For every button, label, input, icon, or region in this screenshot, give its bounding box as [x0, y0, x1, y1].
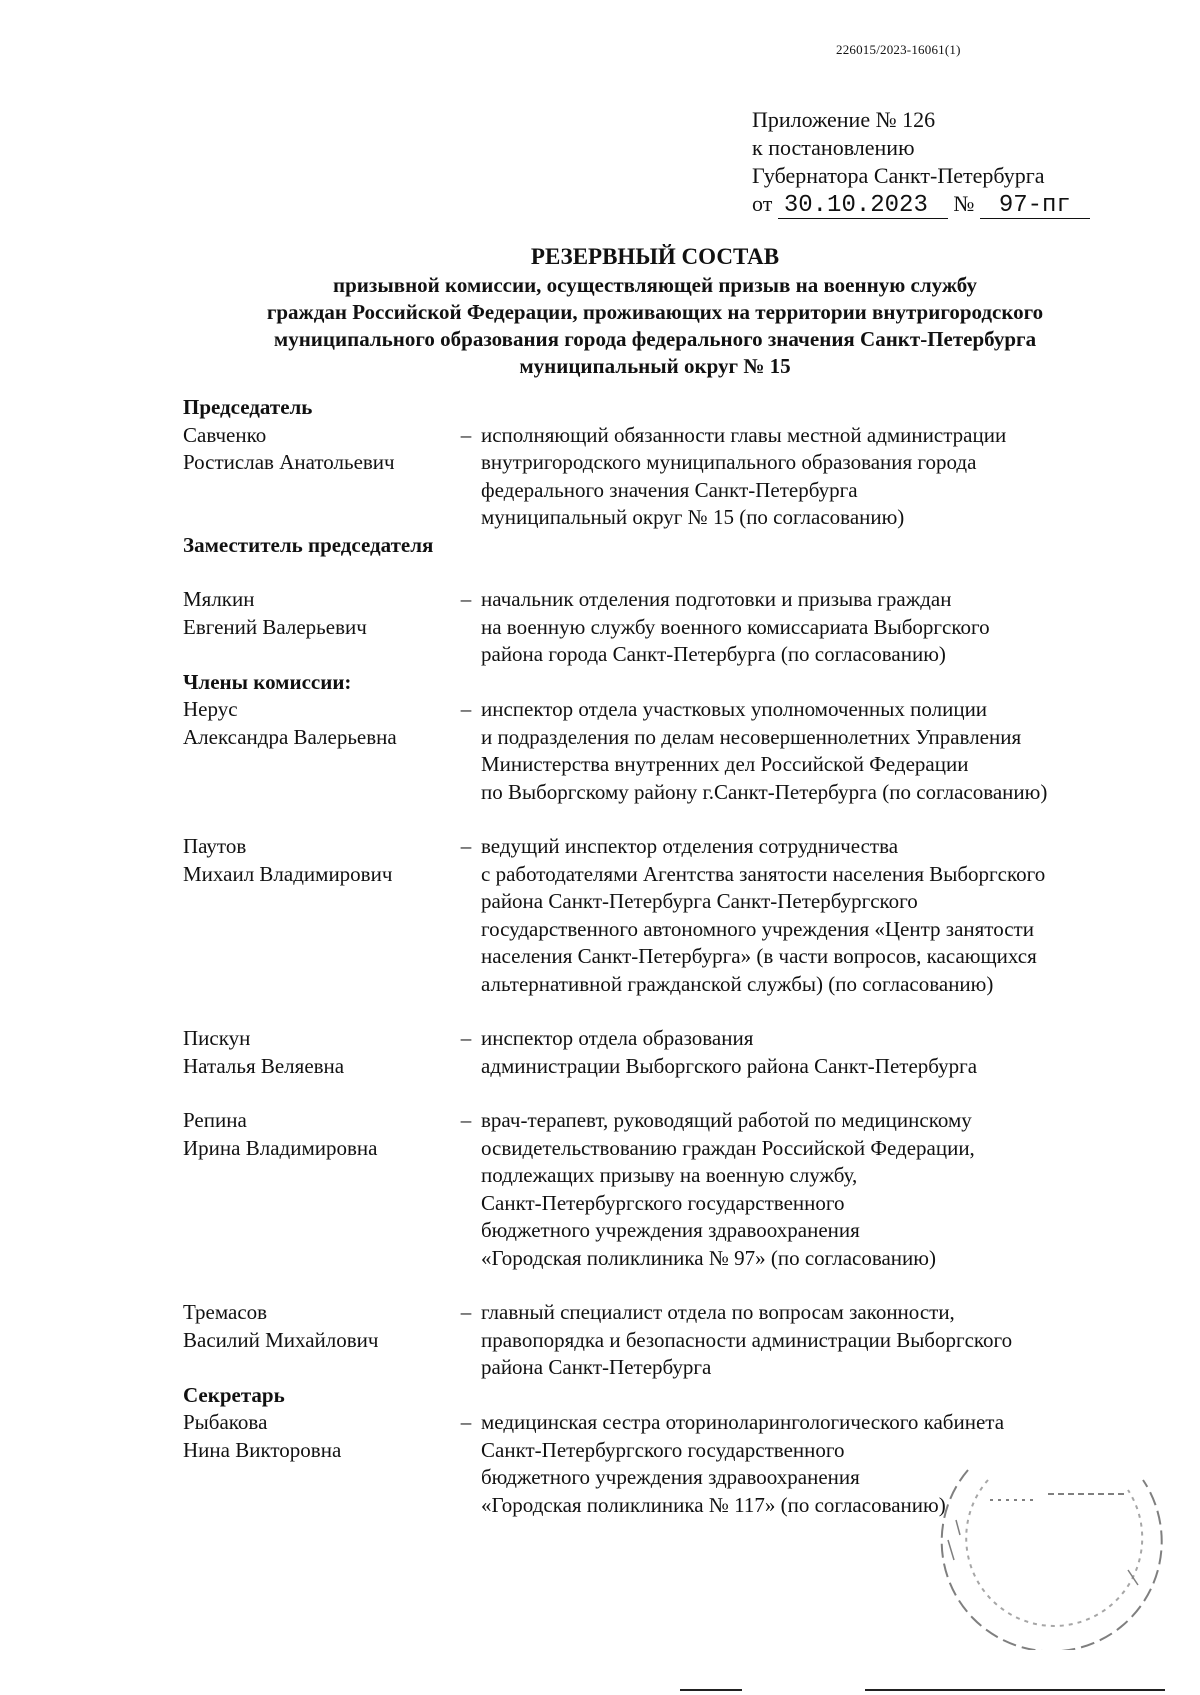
position-line: правопорядка и безопасности администрации Выборгского: [481, 1327, 1013, 1352]
member-given-names: Нина Викторовна: [183, 1437, 342, 1462]
section-heading-deputy: Заместитель председателя: [183, 532, 434, 557]
member-entry: [183, 696, 1163, 806]
member-entry: [183, 1107, 1163, 1272]
subtitle-line: граждан Российской Федерации, проживающих на территории внутригородского: [266, 300, 1044, 324]
member-entry: [183, 1025, 1163, 1080]
member-surname: Рыбакова: [183, 1410, 268, 1434]
resolution-date: 30.10.2023: [778, 194, 948, 219]
member-given-names: Александра Валерьевна: [183, 724, 397, 749]
dash: –: [460, 697, 472, 721]
position-line: администрации Выборгского района Санкт-Петербурга: [481, 1053, 978, 1078]
position-line: Санкт-Петербургского государственного: [481, 1437, 845, 1462]
position-line: бюджетного учреждения здравоохранения: [481, 1218, 860, 1242]
position-line: бюджетного учреждения здравоохранения: [481, 1465, 860, 1489]
member-given-names: Михаил Владимирович: [183, 861, 393, 886]
position-line: инспектор отдела образования: [481, 1026, 754, 1050]
dash: –: [460, 587, 472, 611]
position-line: главный специалист отдела по вопросам законности,: [481, 1300, 955, 1324]
position-line: по Выборгскому району г.Санкт-Петербурга (по согласованию): [481, 779, 1048, 804]
member-position: [481, 696, 1163, 806]
date-prefix: от: [752, 191, 773, 216]
position-line: Министерства внутренних дел Российской Федерации: [481, 752, 969, 776]
appendix-header: [752, 106, 1090, 219]
member-name: [183, 696, 451, 806]
position-line: инспектор отдела участковых уполномоченных полиции: [481, 697, 988, 721]
member-position: [481, 586, 1163, 669]
position-line: района города Санкт-Петербурга (по согласованию): [481, 642, 946, 666]
member-entry: [183, 1299, 1163, 1382]
position-line: освидетельствованию граждан Российской Федерации,: [481, 1135, 975, 1160]
subtitle-line: муниципальный округ № 15: [519, 354, 791, 378]
position-line: муниципальный округ № 15 (по согласованию): [481, 505, 905, 529]
position-line: и подразделения по делам несовершеннолетних Управления: [481, 724, 1022, 749]
member-name: [183, 1107, 451, 1272]
member-surname: Репина: [183, 1108, 247, 1132]
position-line: подлежащих призыву на военную службу,: [481, 1163, 858, 1187]
position-line: Санкт-Петербургского государственного: [481, 1190, 845, 1215]
member-surname: Мялкин: [183, 587, 255, 611]
member-surname: Тремасов: [183, 1300, 268, 1324]
subtitle-line: призывной комиссии, осуществляющей призыв на военную службу: [333, 273, 977, 297]
member-surname: Савченко: [183, 422, 267, 447]
member-entry: [183, 586, 1163, 669]
member-name: [183, 1299, 451, 1382]
member-surname: Нерус: [183, 697, 238, 721]
dash: –: [460, 834, 472, 858]
section-heading-chairman: Председатель: [183, 395, 313, 419]
commission-list: [183, 394, 1163, 1519]
resolution-number: 97-пг: [980, 194, 1090, 219]
dash: –: [460, 1300, 472, 1324]
member-name: [183, 586, 451, 669]
member-position: [481, 1025, 1163, 1080]
position-line: «Городская поликлиника № 117» (по согласованию): [481, 1492, 946, 1517]
section-heading-secretary: Секретарь: [183, 1382, 285, 1407]
member-surname: Паутов: [183, 834, 247, 858]
member-given-names: Ирина Владимировна: [183, 1135, 378, 1160]
page-edge-line: [865, 1689, 1165, 1691]
document-registration-number: 226015/2023-16061(1): [836, 42, 961, 57]
position-line: федерального значения Санкт-Петербурга: [481, 477, 858, 502]
member-given-names: Наталья Веляевна: [183, 1053, 345, 1078]
member-entry: [183, 833, 1163, 998]
position-line: медицинская сестра оториноларингологического кабинета: [481, 1410, 1005, 1434]
appendix-line-1: Приложение № 126: [752, 107, 936, 132]
position-line: с работодателями Агентства занятости населения Выборгского: [481, 861, 1046, 886]
dash: –: [460, 1026, 472, 1050]
position-line: «Городская поликлиника № 97» (по согласованию): [481, 1245, 936, 1270]
number-prefix: №: [953, 191, 975, 216]
document-title: РЕЗЕРВНЫЙ СОСТАВ: [530, 244, 780, 269]
member-name: [183, 1025, 451, 1080]
position-line: внутригородского муниципального образования города: [481, 450, 977, 474]
dash: –: [460, 1108, 472, 1132]
dash: –: [460, 1410, 472, 1434]
member-name: [183, 833, 451, 998]
appendix-line-3: Губернатора Санкт-Петербурга: [752, 163, 1045, 188]
member-given-names: Василий Михайлович: [183, 1327, 379, 1352]
position-line: населения Санкт-Петербурга» (в части вопросов, касающихся: [481, 944, 1037, 968]
member-entry: [183, 422, 1163, 532]
position-line: района Санкт-Петербурга Санкт-Петербургского: [481, 889, 918, 913]
position-line: на военную службу военного комиссариата Выборгского: [481, 614, 990, 639]
position-line: государственного автономного учреждения «Центр занятости: [481, 916, 1034, 941]
member-position: [481, 1299, 1163, 1382]
appendix-line-2: к постановлению: [752, 135, 915, 160]
member-name: [183, 422, 451, 532]
member-given-names: Евгений Валерьевич: [183, 614, 367, 639]
member-surname: Пискун: [183, 1026, 251, 1050]
member-position: [481, 1107, 1163, 1272]
appendix-date-row: [752, 190, 1090, 219]
member-position: [481, 422, 1163, 532]
position-line: начальник отделения подготовки и призыва граждан: [481, 587, 952, 611]
subtitle-line: муниципального образования города федерального значения Санкт-Петербурга: [273, 327, 1037, 351]
page-edge-line: [680, 1689, 742, 1691]
official-seal-icon: [928, 1410, 1168, 1650]
position-line: района Санкт-Петербурга: [481, 1355, 712, 1379]
document-subtitle: [150, 272, 1160, 380]
dash: –: [460, 422, 472, 447]
position-line: исполняющий обязанности главы местной администрации: [481, 422, 1007, 447]
position-line: ведущий инспектор отделения сотрудничества: [481, 834, 899, 858]
section-heading-members: Члены комиссии:: [183, 669, 352, 694]
member-given-names: Ростислав Анатольевич: [183, 450, 395, 474]
member-name: [183, 1409, 451, 1519]
member-position: [481, 833, 1163, 998]
position-line: врач-терапевт, руководящий работой по медицинскому: [481, 1108, 972, 1132]
position-line: альтернативной гражданской службы) (по согласованию): [481, 971, 994, 996]
